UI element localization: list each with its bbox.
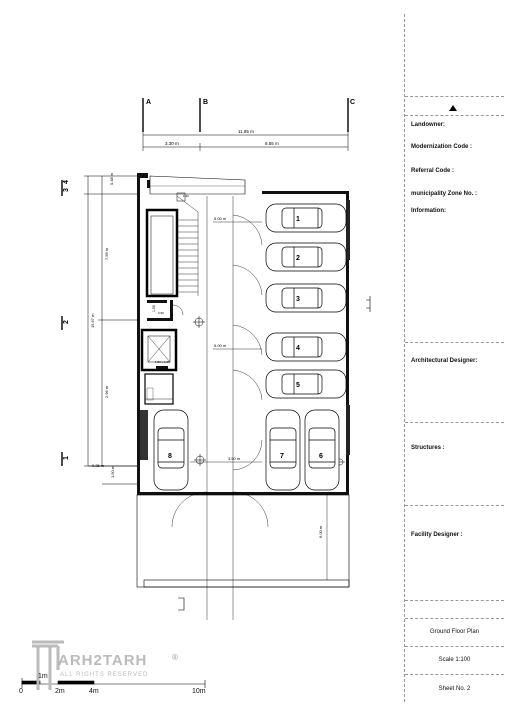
parking-number-7: 7: [280, 453, 284, 460]
grid-axes: [143, 98, 348, 132]
car-7: [266, 410, 300, 490]
car-1: [266, 204, 346, 232]
parking-number-1: 1: [296, 216, 300, 223]
structures-label: Structures :: [411, 445, 445, 451]
car-2: [266, 243, 346, 271]
svg-text:1.90: 1.90: [183, 194, 189, 198]
grid-label-a: A: [146, 99, 152, 106]
ramp-area: [137, 495, 349, 587]
dim-side-low: 2.96 m: [104, 385, 109, 398]
parking-number-4: 4: [296, 345, 300, 352]
plan-name: Ground Floor Plan: [429, 629, 480, 635]
car-8: [154, 410, 188, 490]
parked-cars-row: [154, 204, 346, 490]
dim-side-top: 0.48 m: [109, 172, 114, 185]
dim-elevator: 1.80 x 1.60: [155, 360, 170, 364]
grid-label-1: 1: [63, 456, 70, 460]
architectural-designer-label: Architectural Designer:: [411, 358, 478, 364]
parking-number-2: 2: [296, 255, 300, 262]
facility-designer-label: Facility Designer :: [411, 532, 463, 538]
referral-code-label: Referral Code :: [411, 168, 455, 174]
scale-label-4m: 4m: [89, 688, 99, 695]
scale-label-1m: 1m: [38, 673, 48, 680]
car-3: [266, 284, 346, 312]
grid-label-b: B: [203, 99, 209, 106]
sheet-number: Sheet No. 2: [438, 686, 471, 692]
logo-subtext: ALL RIGHTS RESERVED: [60, 672, 149, 678]
modernization-code-label: Modernization Code :: [411, 144, 472, 150]
dim-ramp: 6.00 m: [318, 525, 323, 538]
dim-total-width: 11.85 m: [238, 129, 254, 134]
scale-label-0: 0: [19, 688, 23, 695]
landowner-label: Landowner:: [411, 122, 445, 128]
car-6: [305, 410, 339, 490]
parking-number-5: 5: [296, 382, 300, 389]
dim-bottom: 1.50 m: [110, 465, 115, 478]
grid-label-4: 4: [63, 180, 70, 184]
dim-aisle-mid: 5.00 m: [214, 343, 227, 348]
dim-span-ab: 3.30 m: [165, 141, 179, 146]
dim-span-bc: 8.55 m: [265, 141, 279, 146]
dim-side-total: 15.67 m: [90, 313, 95, 328]
information-label: Information:: [411, 208, 446, 214]
stair-block: [147, 210, 177, 296]
title-block: [404, 14, 504, 702]
dim-aisle-bottom: 3.50 m: [228, 456, 241, 461]
parking-number-3: 3: [296, 296, 300, 303]
scale-label-10m: 10m: [192, 688, 206, 695]
parking-number-6: 6: [319, 453, 323, 460]
elevator: [142, 330, 176, 370]
grid-label-2: 2: [63, 320, 70, 324]
north-arrow-icon: [449, 105, 457, 111]
grid-label-3: 3: [63, 188, 70, 192]
stair-treads: [177, 196, 198, 296]
scale-label-2m: 2m: [55, 688, 65, 695]
grid-label-c: C: [350, 99, 356, 106]
dim-side-mid: 7.56 m: [104, 247, 109, 260]
dim-bottom-small: 0.35 m: [92, 463, 105, 468]
municipality-zone-label: municipality Zone No. :: [411, 191, 478, 197]
car-5: [266, 370, 346, 398]
logo-text: ARH2TARH: [58, 652, 148, 669]
car-4: [266, 333, 346, 361]
logo-registered: ®: [172, 653, 178, 662]
dim-aisle-top: 5.00 m: [214, 216, 227, 221]
dim-door: 0.90: [158, 311, 164, 315]
parking-number-8: 8: [168, 453, 172, 460]
dim-stair-small: 1.56: [152, 305, 156, 312]
aisle-arcs: [172, 196, 268, 620]
plan-scale: Scale 1:100: [438, 657, 471, 663]
